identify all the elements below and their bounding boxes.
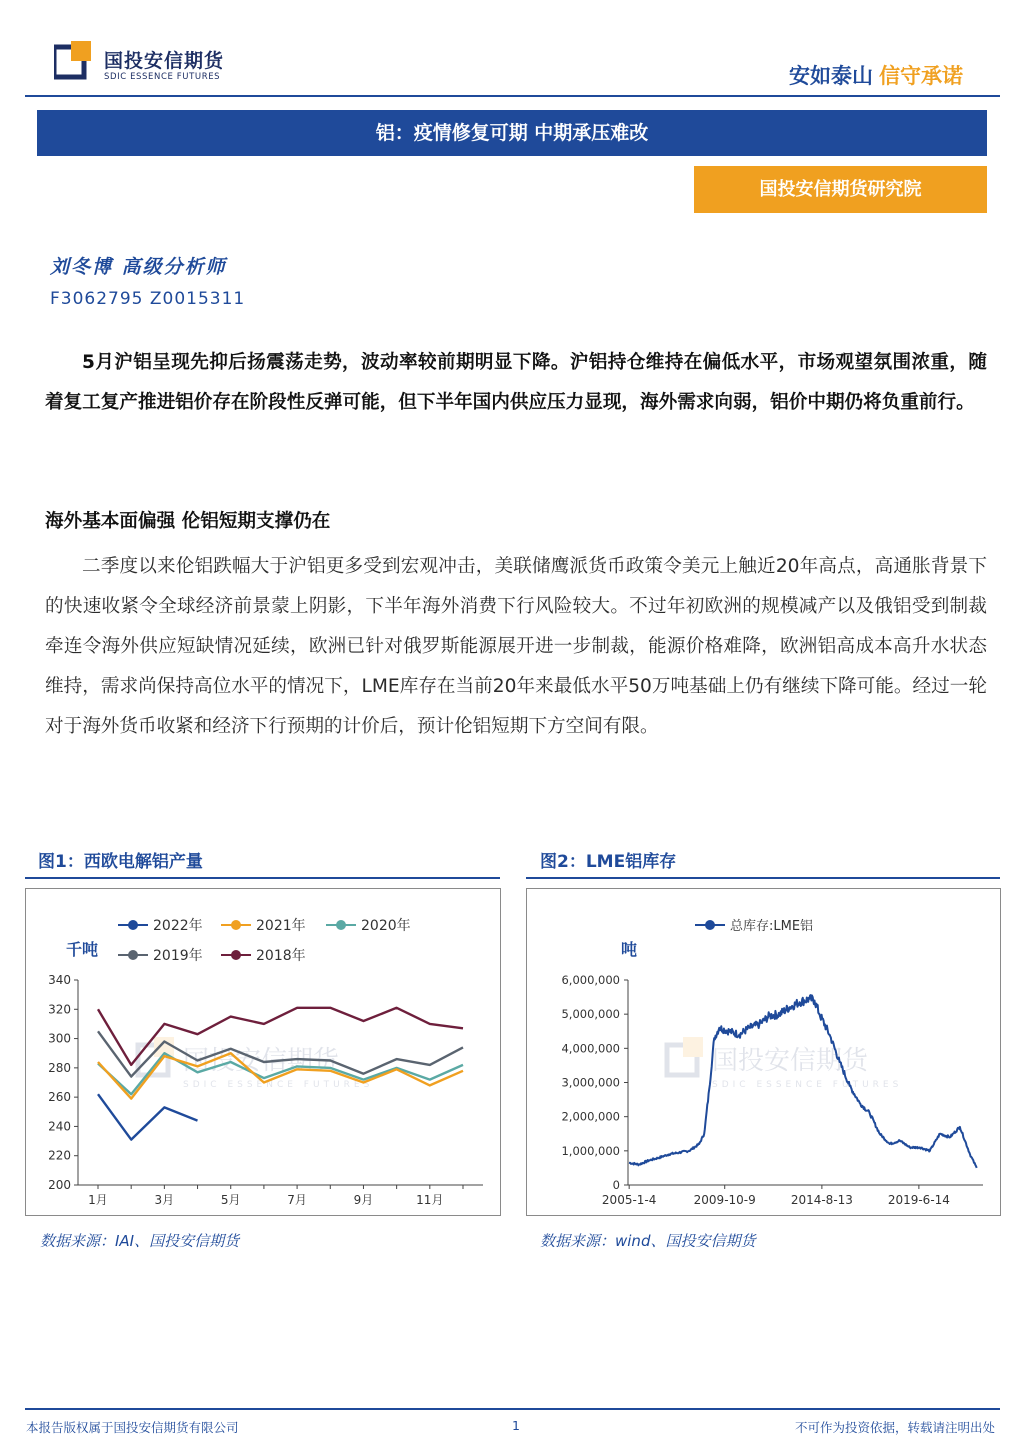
legend-marker: [705, 920, 715, 930]
figure1-rule: [25, 877, 500, 879]
figure1-frame: [25, 888, 501, 1216]
y-tick-label: 2,000,000: [561, 1109, 620, 1124]
watermark-text: 国投安信期货: [712, 1046, 869, 1076]
x-tick-label: 2014-8-13: [790, 1193, 853, 1207]
footer-divider: [25, 1408, 1000, 1410]
institute-badge: 国投安信期货研究院: [694, 166, 987, 213]
figure2-source: 数据来源：wind、国投安信期货: [540, 1232, 756, 1250]
y-tick-label: 5,000,000: [561, 1007, 620, 1022]
y-tick-label: 340: [48, 973, 71, 987]
figure1-title: 图1：西欧电解铝产量: [38, 852, 203, 872]
figure2-frame: [526, 888, 1001, 1216]
series-line-2022年: [98, 1094, 198, 1139]
figure2-rule: [526, 877, 1000, 879]
watermark-text-en: SDIC ESSENCE FUTURES: [712, 1080, 903, 1090]
body-paragraph: 二季度以来伦铝跌幅大于沪铝更多受到宏观冲击，美联储鹰派货币政策令美元上触近20年高点，高通胀背景下的快速收紧令全球经济前景蒙上阴影，下半年海外消费下行风险较大。不过年初欧洲的规模减产以及俄铝受到制裁牵连令海外供应短缺情况延续，欧洲已针对俄罗斯能源展开进一步制裁，能源价格难降，欧洲铝高成本高升水状态维持，需求尚保持高位水平的情况下，LME库存在当前20年来最低水平50万吨基础上仍有继续下降可能。经过一轮对于海外货币收紧和经济下行预期的计价后，预计伦铝短期下方空间有限。: [45, 556, 987, 737]
watermark-text-en: SDIC ESSENCE FUTURES: [183, 1080, 374, 1090]
y-tick-label: 300: [48, 1031, 71, 1046]
y-tick-label: 6,000,000: [561, 973, 620, 987]
legend-label: 2021年: [256, 918, 306, 934]
figure1-source: 数据来源：IAI、国投安信期货: [40, 1232, 240, 1250]
y-tick-label: 320: [48, 1002, 71, 1017]
y-axis-unit: 吨: [621, 940, 638, 959]
x-tick-label: 11月: [416, 1193, 444, 1207]
y-tick-label: 4,000,000: [561, 1041, 620, 1056]
legend-marker: [128, 950, 138, 960]
footer-copyright: 本报告版权属于国投安信期货有限公司: [26, 1420, 239, 1435]
y-tick-label: 240: [48, 1119, 71, 1134]
slogan-part1: 安如泰山: [789, 64, 873, 88]
y-axis-unit: 千吨: [66, 940, 99, 959]
y-tick-label: 200: [48, 1178, 71, 1192]
y-tick-label: 220: [48, 1148, 71, 1163]
x-tick-label: 5月: [220, 1193, 241, 1207]
section-heading: 海外基本面偏强 伦铝短期支撑仍在: [45, 511, 331, 532]
figure2-title: 图2：LME铝库存: [540, 852, 677, 872]
logo-icon: [54, 41, 94, 81]
page-number: 1: [512, 1418, 520, 1433]
author-certificates: F3062795 Z0015311: [50, 289, 246, 309]
legend-marker: [336, 920, 346, 930]
legend-label: 总库存:LME铝: [730, 919, 814, 934]
watermark: [667, 1037, 902, 1090]
production-chart: [26, 889, 500, 1215]
x-tick-label: 9月: [353, 1193, 374, 1207]
legend-label: 2019年: [153, 948, 203, 964]
x-tick-label: 2009-10-9: [693, 1193, 756, 1207]
slogan-part2: 信守承诺: [879, 64, 963, 88]
legend-marker: [231, 920, 241, 930]
legend-label: 2022年: [153, 918, 203, 934]
y-tick-label: 280: [48, 1060, 71, 1075]
x-tick-label: 7月: [287, 1193, 307, 1207]
x-tick-label: 3月: [154, 1193, 175, 1207]
legend-marker: [128, 920, 138, 930]
legend-label: 2020年: [361, 918, 411, 934]
header-divider: [25, 95, 1000, 97]
report-title: 铝：疫情修复可期 中期承压难改: [37, 110, 987, 156]
brand-name-en: SDIC ESSENCE FUTURES: [104, 72, 221, 82]
slogan: [789, 60, 963, 90]
legend-marker: [231, 950, 241, 960]
x-tick-label: 2005-1-4: [601, 1193, 657, 1207]
footer-disclaimer: 不可作为投资依据，转载请注明出处: [794, 1420, 995, 1435]
y-tick-label: 0: [612, 1178, 620, 1192]
author-name: 刘冬博 高级分析师: [50, 256, 227, 278]
y-tick-label: 260: [48, 1090, 71, 1105]
x-tick-label: 2019-6-14: [887, 1193, 950, 1207]
brand-name: 国投安信期货: [104, 50, 225, 72]
y-tick-label: 3,000,000: [561, 1075, 620, 1090]
x-tick-label: 1月: [88, 1193, 108, 1207]
y-tick-label: 1,000,000: [561, 1143, 620, 1158]
inventory-chart: [527, 889, 1000, 1215]
watermark-text: 国投安信期货: [183, 1046, 340, 1076]
summary-paragraph: 5月沪铝呈现先抑后扬震荡走势，波动率较前期明显下降。沪铝持仓维持在偏低水平，市场观望氛围浓重，随着复工复产推进铝价存在阶段性反弹可能，但下半年国内供应压力显现，海外需求向弱，铝价中期仍将负重前行。: [45, 352, 987, 413]
watermark-logo-accent: [683, 1037, 703, 1057]
legend-label: 2018年: [256, 948, 306, 964]
